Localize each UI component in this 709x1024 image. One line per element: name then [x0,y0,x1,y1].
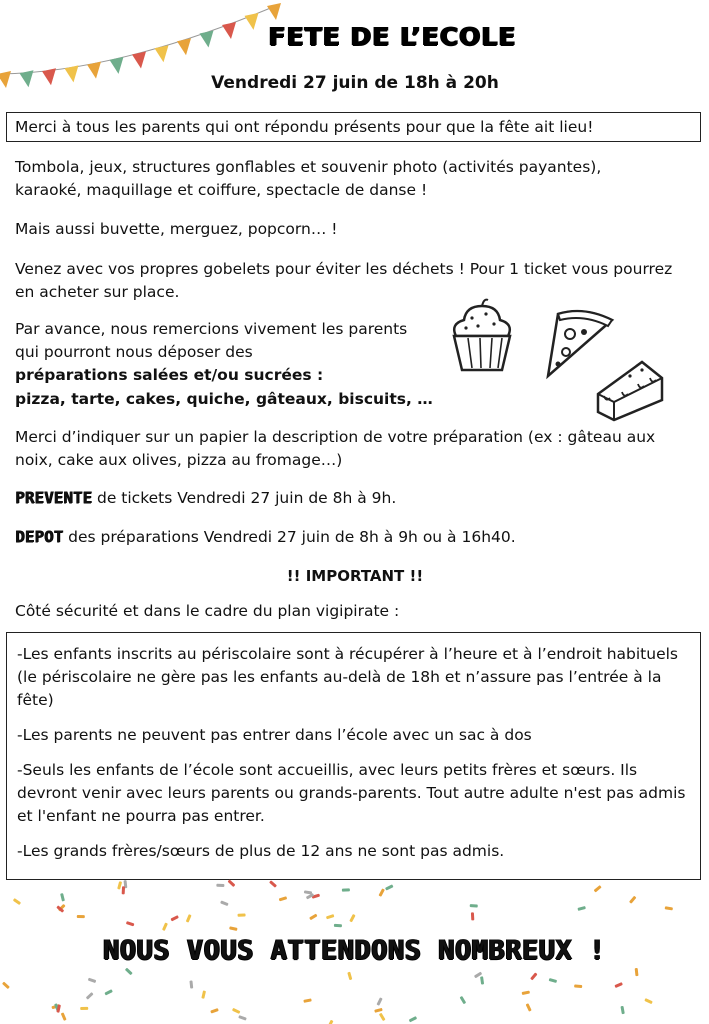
bunting-flag [177,38,191,55]
confetti-piece [189,980,193,988]
deposit-keyword: DEPOT [15,527,64,546]
confetti-piece [342,888,350,891]
security-rules-box [6,632,701,880]
confetti-piece [549,978,558,983]
confetti-piece [378,888,384,896]
confetti-piece [201,990,206,998]
confetti-piece [629,896,636,904]
important-heading: !! IMPORTANT !! [286,567,424,585]
confetti-piece [269,880,277,888]
bunting-flag [155,45,169,62]
confetti-piece [530,972,537,980]
confetti-piece [334,924,342,927]
activities-paragraph: Tombola, jeux, structures gonflables et souvenir photo (activités payantes), karaoké, maquillage et coiffure, spectacle de danse ! [15,158,602,199]
confetti-piece [522,991,530,995]
confetti-piece [374,1008,383,1013]
confetti-piece [125,968,133,976]
confetti-piece [326,914,335,919]
rule-item: -Seuls les enfants de l’école sont accueillis, avec leurs petits frères et sœurs. Ils devront venir avec leurs parents ou grands-parents. Tout autre adulte n'est pas admis et l'enfant ne pourra pas entrer. [17,761,686,825]
confetti-piece [349,914,355,922]
confetti-piece [385,884,394,890]
confetti-piece [170,915,178,921]
confetti-piece [379,1013,386,1021]
confetti-piece [635,968,639,976]
confetti-piece [644,998,653,1004]
cups-paragraph: Venez avec vos propres gobelets pour éviter les déchets ! Pour 1 ticket vous pourrez en acheter sur place. [15,260,673,301]
confetti-piece [86,992,94,1000]
page-title: FETE DE L’ECOLE [268,22,517,51]
confetti-piece [232,1008,241,1014]
confetti-piece [470,904,478,908]
bunting-flag [200,30,214,47]
security-intro: Côté sécurité et dans le cadre du plan vigipirate : [15,602,400,620]
confetti-piece [13,898,21,905]
confetti-piece [594,885,602,892]
bunting-flag [222,22,236,39]
confetti-piece [88,978,97,983]
cake-slice-icon [592,356,668,426]
bunting-flag [20,70,34,87]
advance-bold-line-1: préparations salées et/ou sucrées : [15,366,324,384]
thanks-box: Merci à tous les parents qui ont répondu présents pour que la fête ait lieu! [6,112,701,142]
confetti-piece [210,1008,219,1013]
confetti-piece [480,976,484,984]
confetti-piece [126,921,135,926]
confetti-piece [77,915,85,918]
event-date: Vendredi 27 juin de 18h à 20h [211,73,499,93]
confetti-piece [122,886,125,894]
bunting-flag [42,68,56,85]
confetti-piece [61,1012,67,1021]
confetti-piece [665,906,673,910]
deposit-line [15,525,705,549]
bunting-flag [267,3,281,20]
confetti-piece [216,884,224,887]
confetti-piece [614,982,623,988]
confetti-piece [2,982,10,990]
rule-item: -Les parents ne peuvent pas entrer dans l’école avec un sac à dos [17,726,532,744]
rule-item: -Les grands frères/sœurs de plus de 12 ans ne sont pas admis. [17,842,505,860]
advance-bold-line-2: pizza, tarte, cakes, quiche, gâteaux, biscuits, … [15,390,433,408]
deposit-text: des préparations Vendredi 27 juin de 8h à 9h ou à 16h40. [63,528,516,546]
footer-message: NOUS VOUS ATTENDONS NOMBREUX ! [103,935,606,966]
bunting-flag [0,71,11,88]
confetti-piece [186,914,192,923]
confetti-piece [303,998,311,1002]
confetti-piece [526,1003,532,1012]
confetti-piece [228,879,236,887]
confetti-piece [327,1020,333,1024]
food-paragraph: Mais aussi buvette, merguez, popcorn… ! [15,220,338,238]
confetti-piece [60,893,65,901]
confetti-piece [460,996,467,1004]
confetti-piece [117,881,122,890]
rule-item: -Les enfants inscrits au périscolaire sont à récupérer à l’heure et à l’endroit habituels (le périscolaire ne gère pas les enfants au-delà de 18h et n’assure pas l’entrée à la fête) [17,645,679,709]
confetti-piece [347,972,352,981]
presale-line [15,486,685,510]
confetti-piece [238,1015,247,1021]
confetti-piece [304,890,312,894]
cupcake-icon [442,296,522,376]
confetti-piece [620,1006,624,1014]
presale-keyword: PREVENTE [15,488,93,507]
confetti-piece [279,896,288,901]
presale-text: de tickets Vendredi 27 juin de 8h à 9h. [92,489,397,507]
confetti-piece [376,997,382,1006]
confetti-piece [471,912,474,920]
confetti-piece [220,900,229,906]
confetti-piece [409,1016,417,1022]
confetti-piece [577,906,586,911]
indicate-paragraph: Merci d’indiquer sur un papier la description de votre préparation (ex : gâteau aux noix, cake aux olives, pizza au fromage…) [15,428,656,469]
confetti-piece [238,913,246,916]
bunting-flag [132,51,146,68]
confetti-piece [104,989,112,995]
advance-paragraph: Par avance, nous remercions vivement les parents qui pourront nous déposer des [15,320,408,361]
confetti-piece [229,926,237,931]
bunting-flag [65,65,79,82]
confetti-piece [80,1007,88,1010]
confetti-piece [309,914,317,921]
confetti-piece [574,984,582,988]
confetti-piece [162,922,168,931]
